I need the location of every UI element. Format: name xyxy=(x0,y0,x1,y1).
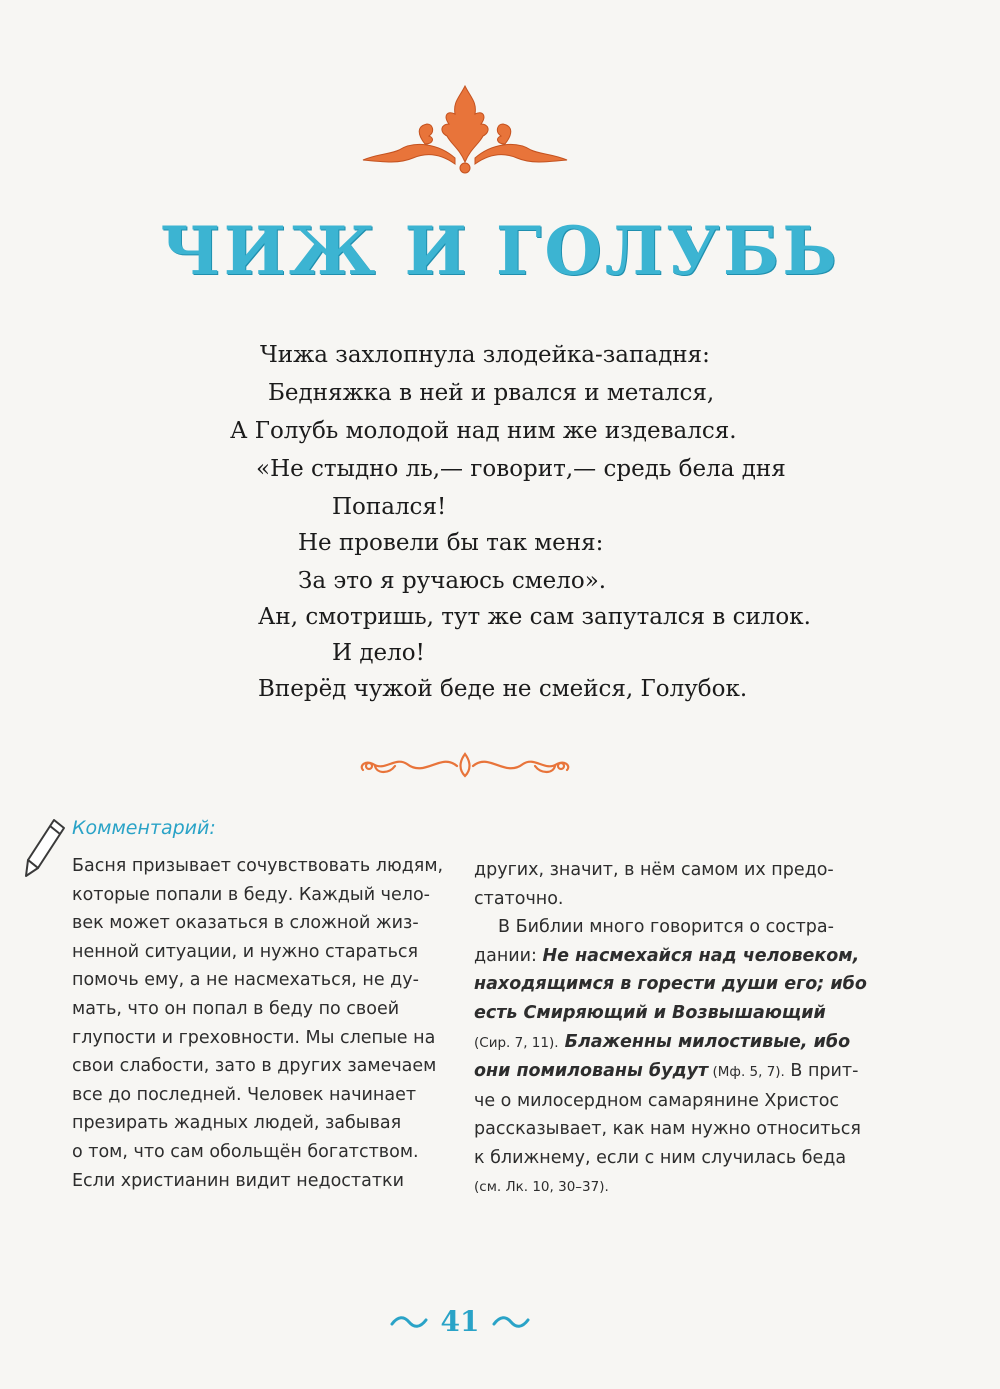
scripture-quote: они помилованы будут xyxy=(474,1061,709,1082)
scripture-quote: Не насмехайся над человеком, xyxy=(542,945,860,966)
comment-line: че о милосердном самарянине Христос xyxy=(474,1090,840,1111)
scripture-quote: есть Смиряющий и Возвышающий xyxy=(474,1002,826,1023)
comment-line: презирать жадных людей, забывая xyxy=(72,1113,402,1134)
comment-left-column xyxy=(72,852,452,1195)
poem-line: Вперёд чужой беде не смейся, Голубок. xyxy=(258,676,748,702)
scripture-quote: Блаженны милостивые, ибо xyxy=(558,1031,851,1052)
leaf-ornament-icon xyxy=(355,78,575,178)
comment-text: дании: xyxy=(474,945,543,966)
scripture-reference: (Мф. 5, 7). xyxy=(708,1064,785,1081)
poem-line: Попался! xyxy=(332,494,447,520)
comment-line: Если христианин видит недостатки xyxy=(72,1170,404,1191)
poem-line: Чижа захлопнула злодейка-западня: xyxy=(260,342,710,368)
poem-line: Не провели бы так меня: xyxy=(298,530,604,556)
comment-line: других, значит, в нём самом их предо- xyxy=(474,860,834,880)
comment-line xyxy=(474,942,864,971)
comment-line: статочно. xyxy=(474,888,564,909)
comment-line: помочь ему, а не насмехаться, не ду- xyxy=(72,970,419,991)
comment-line: мать, что он попал в беду по своей xyxy=(72,998,400,1019)
poem-line: И дело! xyxy=(332,640,425,666)
comment-heading: Комментарий: xyxy=(72,817,216,839)
poem-line: «Не стыдно ль,— говорит,— средь бела дня xyxy=(256,456,786,482)
comment-line: к ближнему, если с ним случилась беда xyxy=(474,1147,847,1168)
comment-line: которые попали в беду. Каждый чело- xyxy=(72,884,430,905)
comment-line: все до последней. Человек начинает xyxy=(72,1084,417,1105)
comment-line xyxy=(474,1028,864,1058)
comment-line: о том, что сам обольщён богатством. xyxy=(72,1141,419,1162)
comment-line: свои слабости, зато в других замечаем xyxy=(72,1056,437,1077)
page-title: ЧИЖ И ГОЛУБЬ xyxy=(160,212,840,290)
scripture-reference: (Сир. 7, 11). xyxy=(474,1034,559,1051)
pencil-icon xyxy=(24,816,68,880)
scripture-quote: находящимся в горести души его; ибо xyxy=(474,974,867,995)
scripture-reference: (см. Лк. 10, 30–37). xyxy=(474,1178,609,1195)
comment-text: В прит- xyxy=(784,1061,859,1082)
comment-line: Басня призывает сочувствовать людям, xyxy=(72,856,444,876)
page-number: 41 xyxy=(440,1305,480,1338)
comment-right-column xyxy=(474,856,867,1201)
comment-line: В Библии много говорится о состра- xyxy=(498,917,834,938)
poem-line: Бедняжка в ней и рвался и метался, xyxy=(268,380,715,406)
comment-line: рассказывает, как нам нужно относиться xyxy=(474,1119,861,1140)
comment-line: глупости и греховности. Мы слепые на xyxy=(72,1027,436,1048)
poem-line: Ан, смотришь, тут же сам запутался в силок. xyxy=(258,604,811,630)
poem-line: За это я ручаюсь смело». xyxy=(298,568,607,594)
wave-icon xyxy=(492,1314,530,1330)
comment-line: ненной ситуации, и нужно стараться xyxy=(72,941,419,962)
comment-line xyxy=(474,1057,864,1087)
page-footer xyxy=(390,1302,530,1342)
poem-line: А Голубь молодой над ним же издевался. xyxy=(230,418,737,444)
comment-line: век может оказаться в сложной жиз- xyxy=(72,913,419,934)
swirl-divider-icon xyxy=(355,748,575,782)
